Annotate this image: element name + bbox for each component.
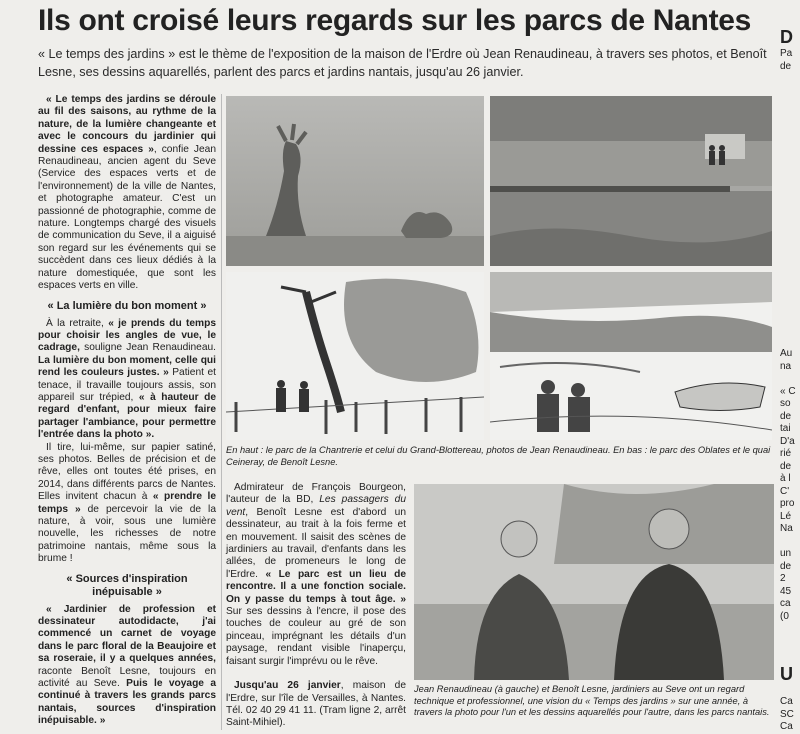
- photo-grand-blottereau: [490, 96, 772, 266]
- col2-p2-a: Jusqu'au 26 janvier: [234, 680, 341, 692]
- col1-p2-d: La lumière du bon moment, celle qui rend les couleurs justes. »: [38, 354, 216, 379]
- adjacent-article-line: [780, 148, 800, 161]
- col2-p1-b: Les passagers du vent: [226, 494, 406, 518]
- drawing-quai-ceineray: [490, 272, 772, 440]
- col1-p4-c: Puis le voyage a continué à travers les grands parcs nantais, sources d'inspiration inépuisable. »: [38, 678, 216, 727]
- adjacent-article-line: ca: [780, 598, 791, 609]
- adjacent-article-line: [780, 86, 800, 99]
- col1-p4-b: raconte Benoît Lesne, toujours en activité au Seve.: [38, 665, 216, 690]
- col2-p2-b: , maison de l'Erdre, sur l'île de Versailles, à Nantes. Tél. 02 40 29 41 11. (Tram ligne 2, arrêt Saint-Mihiel).: [226, 680, 406, 729]
- subheading-sources: « Sources d'inspiration inépuisable »: [66, 572, 188, 598]
- article-deck: « Le temps des jardins » est le thème de l'exposition de la maison de l'Erdre où Jean Renaudineau, à travers ses photos, et Benoît Lesne, ses dessins aquarellés, parlent des parcs et jardins nantais, jusqu'au 26 janvier.: [38, 47, 767, 79]
- col1-p2-c: souligne Jean Renaudineau.: [79, 342, 216, 354]
- adjacent-article-line: [780, 286, 800, 299]
- col1-p3-c: de percevoir la vie de la nature, à voir, sous une lumière nouvelle, les richesses de notre patrimoine nantais, même sous la brume !: [38, 503, 216, 565]
- adjacent-article-bottom-line: SC: [780, 708, 794, 720]
- adjacent-article-line: de: [780, 460, 792, 472]
- adjacent-article-line: pro: [780, 498, 795, 509]
- adjacent-article-line: à l: [780, 473, 791, 484]
- adjacent-article-line: C': [780, 485, 790, 497]
- col1-p2-a: À la retraite,: [46, 317, 109, 329]
- adjacent-article-line: na: [780, 360, 792, 372]
- article-column-1: [38, 94, 216, 728]
- adjacent-article-line: 45: [780, 585, 792, 597]
- caption-top-images: En haut : le parc de la Chantrerie et celui du Grand-Blottereau, photos de Jean Renaudineau. En bas : le parc des Oblates et le quai Ceineray, de Benoît Lesne.: [226, 445, 771, 467]
- col2-p1-c: , Benoît Lesne est d'abord un dessinateur, au trait à la fois ferme et en mouvement. Il saisit des scènes de jardiniers au travail, d'enfants dans les allées, de promeneurs le long de l'Erdre.: [226, 506, 406, 580]
- adjacent-article-line: [780, 373, 800, 386]
- adjacent-article-line: [780, 111, 800, 124]
- adjacent-article-line: [780, 161, 800, 174]
- adjacent-article-line: 2: [780, 573, 786, 584]
- adjacent-article-line: Lé: [780, 510, 792, 522]
- adjacent-article-line: [780, 336, 800, 349]
- col1-p3-a: Il tire, lui-même, sur papier satiné, ses photos. Belles de précision et de rêve, elles ont toutes été prises, en 2014, dans différents parcs de Nantes. Elles invitent chacun à: [38, 441, 216, 503]
- adjacent-article-line: [780, 173, 800, 186]
- adjacent-article-line: [780, 123, 800, 136]
- adjacent-article-line: [780, 311, 800, 324]
- adjacent-article-bottom-heading: U: [780, 664, 793, 684]
- adjacent-article-line: [780, 136, 800, 149]
- adjacent-article-line: [780, 536, 800, 549]
- col1-p1-rest: , confie Jean Renaudineau, ancien agent du Seve (Service des espaces verts et de l'environnement) de la ville de Nantes, et photographe amateur. C'est un passionné de photographie, comme de nature. Longtemps chargé des visuels de communication du Seve, il a aiguisé son regard sur les événements qui se succèdent dans ces lieux dédiés à la nature domestiquée, que sont les espaces verts en ville.: [38, 143, 216, 292]
- subheading-lumiere: « La lumière du bon moment »: [47, 299, 207, 312]
- adjacent-article-line: so: [780, 398, 791, 409]
- adjacent-article-line: [780, 236, 800, 249]
- adjacent-article-line: de: [780, 410, 792, 422]
- adjacent-article-line: rié: [780, 448, 792, 459]
- adjacent-article-line: [780, 223, 800, 236]
- caption-bottom-portrait: Jean Renaudineau (à gauche) et Benoît Lesne, jardiniers au Seve ont un regard technique et professionnel, une vision du « Temps des jardins » sur une année, à travers la photo pour l'un et les dessins aquarellés pour l'autre, dans les parcs nantais.: [414, 684, 770, 717]
- adjacent-article-lines: [780, 48, 800, 623]
- adjacent-article-line: [780, 248, 800, 261]
- adjacent-article-strip: [780, 0, 800, 734]
- drawing-parc-des-oblates: [226, 272, 484, 440]
- adjacent-article-line: [780, 273, 800, 286]
- adjacent-article-line: [780, 298, 800, 311]
- adjacent-article-line: Au: [780, 348, 793, 359]
- col1-p4-a: « Jardinier de profession et dessinateur autodidacte, j'ai commencé un carnet de voyage dans le parc floral de la Beaujoire et sa roseraie, il y a quelques années,: [38, 603, 216, 665]
- adjacent-article-line: Pa: [780, 48, 793, 59]
- adjacent-article-line: (0: [780, 610, 789, 622]
- adjacent-article-line: [780, 211, 800, 224]
- col1-p2-b: « je prends du temps pour choisir les angles de vue, le cadrage,: [38, 317, 216, 354]
- column-rule: [221, 94, 222, 730]
- col1-p2-f: « à hauteur de regard d'enfant, pour mieux faire partager l'ambiance, pour permettre l'entrée dans la photo ».: [38, 391, 216, 441]
- adjacent-article-line: de: [780, 60, 792, 72]
- col2-p1-a: Admirateur de François Bourgeon, l'auteur de la BD,: [226, 482, 406, 506]
- adjacent-article-line: de: [780, 560, 792, 572]
- adjacent-article-line: [780, 73, 800, 86]
- adjacent-article-line: tai: [780, 423, 791, 434]
- photo-chantrerie: [226, 96, 484, 266]
- col1-p2-e: Patient et tenace, il travaille toujours assis, son appareil sur trépied,: [38, 367, 216, 403]
- col1-p3-b: « prendre le temps »: [38, 491, 216, 515]
- col2-p1-d: « Le parc est un lieu de rencontre. Il a une fonction sociale. On y passe du temps à tout âge. »: [226, 568, 406, 605]
- col2-p1-e: Sur ses dessins à l'encre, il pose des touches de couleur au gré de son pinceau, imprégnant les détails d'un paysage, rendant visible l'inaperçu, faisant surgir l'imprévu ou le rêve.: [226, 606, 406, 667]
- adjacent-article-line: [780, 186, 800, 199]
- article-headline: Ils ont croisé leurs regards sur les parcs de Nantes: [38, 4, 752, 37]
- adjacent-article-bottom-line: Ca: [780, 721, 793, 732]
- col1-p1-bold: « Le temps des jardins se déroule au fil des saisons, au rythme de la nature, de la lumière changeante et avec le concours du jardinier qui dessine ces espaces »: [38, 94, 216, 155]
- adjacent-article-line: [780, 198, 800, 211]
- photo-renaudineau-lesne: [414, 484, 774, 680]
- adjacent-article-line: [780, 98, 800, 111]
- adjacent-article-line: [780, 261, 800, 274]
- adjacent-article-line: un: [780, 548, 792, 559]
- adjacent-article-heading: D: [780, 27, 793, 47]
- adjacent-article-bottom-line: Ca: [780, 696, 793, 707]
- article-column-2: [226, 482, 406, 730]
- adjacent-article-line: [780, 323, 800, 336]
- adjacent-article-line: Na: [780, 523, 793, 534]
- adjacent-article-bottom-lines: [780, 696, 794, 734]
- adjacent-article-line: « C: [780, 385, 796, 397]
- adjacent-article-line: D'a: [780, 435, 795, 447]
